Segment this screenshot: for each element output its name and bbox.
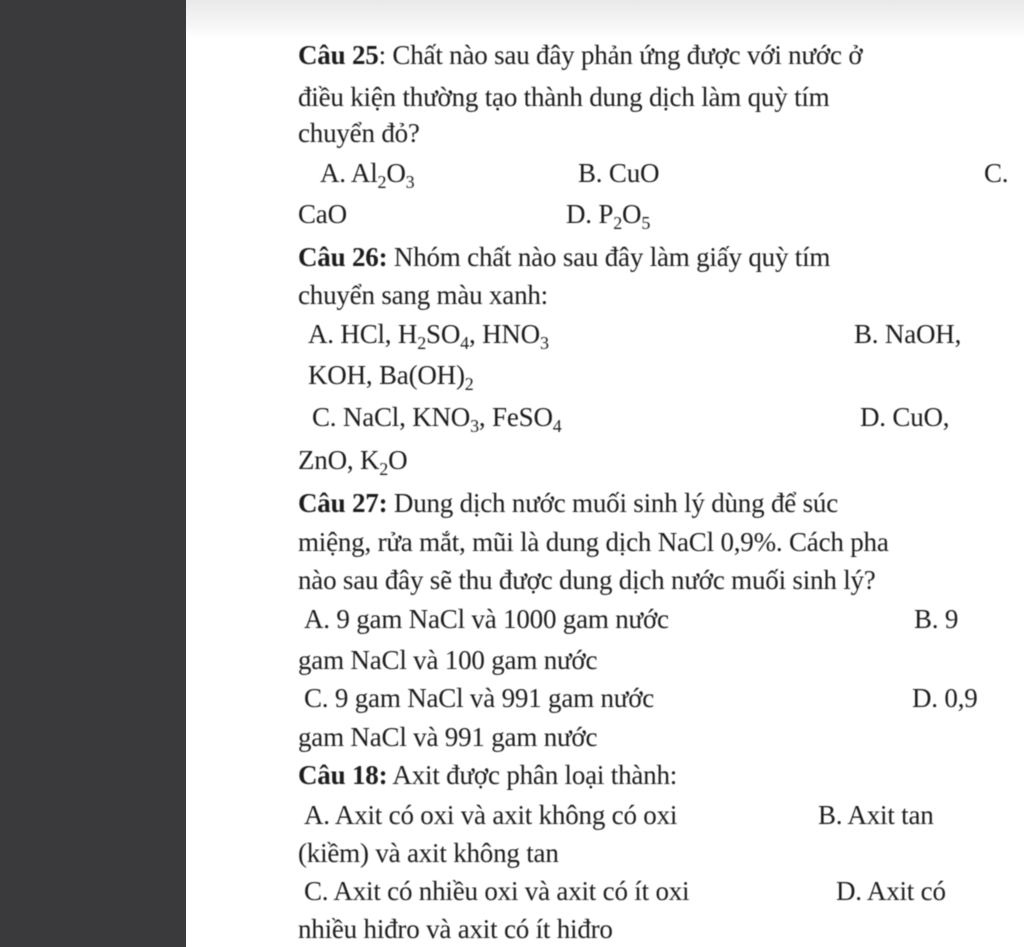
formula-part: , HNO	[468, 319, 540, 349]
question-26-text: Nhóm chất nào sau đây làm giấy quỳ tím	[387, 242, 831, 272]
option-prefix: B.	[578, 158, 609, 188]
formula-part: O	[622, 199, 642, 229]
question-27-option-d-first: D. 0,9	[912, 683, 978, 713]
formula-part: A. HCl, H	[308, 319, 418, 349]
question-27-option-d-second: gam NaCl và 991 gam nước	[298, 722, 598, 752]
question-26-option-a	[308, 319, 549, 353]
question-26-option-d-first: D. CuO,	[860, 402, 950, 432]
question-27-line-3: nào sau đây sẽ thu được dung dịch nước muối sinh lý?	[298, 565, 876, 595]
question-25-text: : Chất nào sau đây phản ứng được với nước ở	[378, 40, 863, 70]
question-18-label: Câu 18:	[298, 760, 388, 790]
question-25-line-1	[298, 40, 862, 72]
question-27-option-b-first: B. 9	[914, 604, 959, 634]
question-26-option-d-second	[298, 445, 408, 479]
formula-subscript: 5	[641, 213, 651, 233]
formula-part: SO	[426, 319, 461, 349]
option-prefix: D.	[566, 199, 599, 229]
formula-part: , FeSO	[478, 402, 553, 432]
question-26-option-c	[312, 402, 562, 436]
question-25-option-c-text: CaO	[298, 199, 347, 229]
option-text: CuO	[608, 158, 660, 188]
formula-subscript: 2	[377, 172, 387, 192]
formula-subscript: 3	[470, 416, 479, 436]
formula-part: KOH, Ba(OH)	[308, 360, 465, 390]
formula-subscript: 4	[460, 333, 469, 353]
formula-part: ZnO, K	[298, 445, 380, 475]
document-content	[186, 0, 1024, 947]
formula-subscript: 2	[379, 459, 389, 479]
question-26-line-2: chuyển sang màu xanh:	[298, 280, 548, 310]
question-25-option-b	[578, 158, 659, 188]
formula-subscript: 3	[405, 172, 415, 192]
question-26-label: Câu 26:	[298, 242, 388, 272]
question-18-option-a: A. Axit có oxi và axit không có oxi	[304, 800, 678, 830]
question-27-text: Dung dịch nước muối sinh lý dùng để súc	[387, 488, 838, 518]
question-25-option-c-label: C.	[984, 158, 1009, 188]
formula-subscript: 2	[613, 213, 623, 233]
question-27-option-b-second: gam NaCl và 100 gam nước	[298, 645, 598, 675]
question-18-option-c: C. Axit có nhiều oxi và axit có ít oxi	[304, 876, 690, 906]
question-18-option-b-second: (kiềm) và axit không tan	[298, 838, 559, 868]
question-25-label: Câu 25	[298, 40, 379, 70]
question-18-text: Axit được phân loại thành:	[387, 760, 678, 790]
formula-part: C. NaCl, KNO	[312, 402, 471, 432]
formula-subscript: 2	[417, 333, 427, 353]
question-26-line-1	[298, 242, 830, 274]
formula-part: O	[386, 158, 406, 188]
question-18-option-d-first: D. Axit có	[836, 876, 946, 906]
left-dark-panel	[0, 0, 186, 947]
formula-subscript: 2	[464, 374, 474, 394]
question-25-option-a	[320, 158, 415, 192]
question-25-line-2: điều kiện thường tạo thành dung dịch làm quỳ tím	[298, 82, 830, 112]
question-18-option-b-first: B. Axit tan	[818, 800, 934, 830]
question-27-line-2: miệng, rửa mắt, mũi là dung dịch NaCl 0,9%. Cách pha	[298, 527, 889, 557]
formula-part: P	[598, 199, 614, 229]
question-25-line-3: chuyển đỏ?	[298, 118, 420, 148]
question-27-label: Câu 27:	[298, 488, 388, 518]
formula-part: Al	[350, 158, 378, 188]
option-prefix: A.	[320, 158, 351, 188]
formula-part: O	[388, 445, 408, 475]
question-25-option-d	[566, 199, 651, 233]
question-27-option-c: C. 9 gam NaCl và 991 gam nước	[304, 683, 655, 713]
question-26-option-b-second	[308, 360, 474, 394]
question-27-line-1	[298, 488, 838, 520]
question-18-line-1	[298, 760, 677, 792]
question-26-option-b-first: B. NaOH,	[854, 319, 962, 349]
formula-subscript: 3	[539, 333, 549, 353]
question-18-option-d-second: nhiều hiđro và axit có ít hiđro	[298, 914, 613, 944]
question-27-option-a: A. 9 gam NaCl và 1000 gam nước	[304, 604, 669, 634]
formula-subscript: 4	[552, 416, 562, 436]
